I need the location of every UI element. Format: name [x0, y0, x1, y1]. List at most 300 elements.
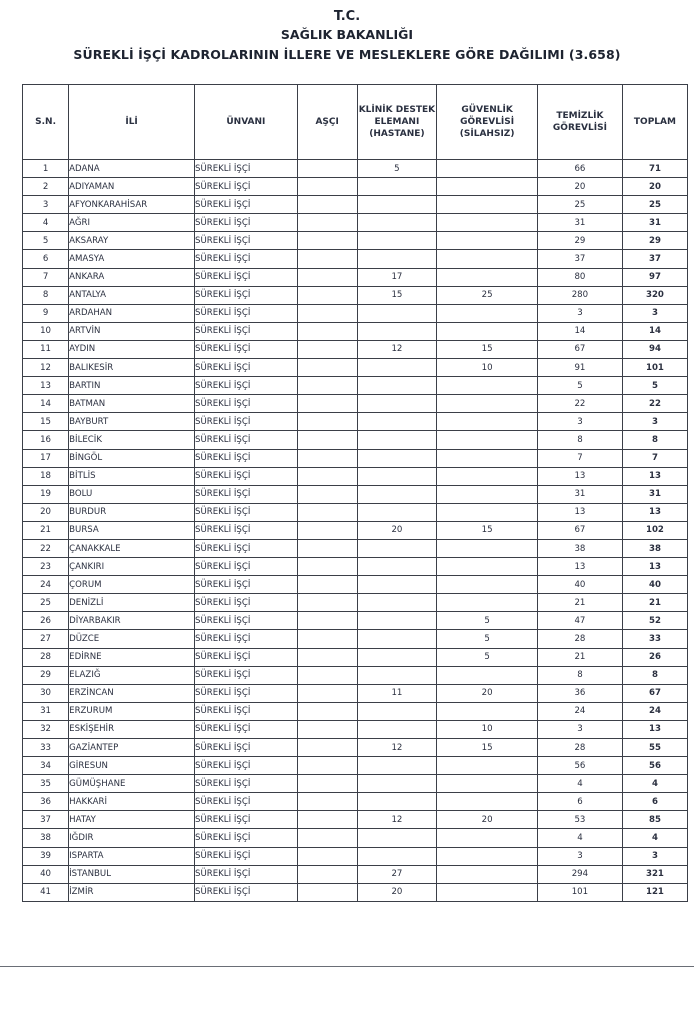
cell-asci	[297, 612, 357, 630]
cell-guvenlik	[437, 160, 538, 178]
cell-temizlik: 56	[537, 757, 622, 775]
cell-toplam: 85	[622, 811, 687, 829]
cell-il: BATMAN	[69, 395, 195, 413]
table-row	[23, 232, 688, 250]
cell-temizlik: 91	[537, 359, 622, 377]
page-divider	[0, 966, 694, 967]
cell-unvan: SÜREKLİ İŞÇİ	[195, 883, 298, 901]
cell-asci	[297, 160, 357, 178]
cell-sn: 22	[23, 539, 69, 557]
cell-klinik	[357, 232, 437, 250]
cell-il: ERZİNCAN	[69, 684, 195, 702]
cell-asci	[297, 630, 357, 648]
table-row	[23, 666, 688, 684]
cell-toplam: 29	[622, 232, 687, 250]
cell-sn: 11	[23, 340, 69, 358]
cell-il: ELAZIĞ	[69, 666, 195, 684]
cell-klinik	[357, 304, 437, 322]
cell-unvan: SÜREKLİ İŞÇİ	[195, 413, 298, 431]
cell-il: İZMİR	[69, 883, 195, 901]
cell-guvenlik: 10	[437, 720, 538, 738]
table-row	[23, 485, 688, 503]
cell-il: BİTLİS	[69, 467, 195, 485]
cell-unvan: SÜREKLİ İŞÇİ	[195, 377, 298, 395]
cell-unvan: SÜREKLİ İŞÇİ	[195, 322, 298, 340]
cell-asci	[297, 847, 357, 865]
cell-guvenlik: 15	[437, 340, 538, 358]
cell-asci	[297, 576, 357, 594]
cell-sn: 27	[23, 630, 69, 648]
column-header-toplam: TOPLAM	[622, 85, 687, 160]
cell-temizlik: 13	[537, 503, 622, 521]
cell-toplam: 13	[622, 467, 687, 485]
cell-sn: 4	[23, 214, 69, 232]
cell-klinik: 5	[357, 160, 437, 178]
cell-asci	[297, 883, 357, 901]
table-row	[23, 340, 688, 358]
cell-klinik	[357, 594, 437, 612]
document-header	[0, 8, 694, 64]
cell-temizlik: 66	[537, 160, 622, 178]
cell-guvenlik	[437, 865, 538, 883]
cell-sn: 28	[23, 648, 69, 666]
cell-unvan: SÜREKLİ İŞÇİ	[195, 178, 298, 196]
cell-temizlik: 5	[537, 377, 622, 395]
cell-il: BALIKESİR	[69, 359, 195, 377]
cell-toplam: 13	[622, 503, 687, 521]
cell-guvenlik	[437, 232, 538, 250]
table-row	[23, 883, 688, 901]
cell-klinik	[357, 757, 437, 775]
cell-asci	[297, 539, 357, 557]
table-row	[23, 648, 688, 666]
cell-il: ÇANAKKALE	[69, 539, 195, 557]
cell-asci	[297, 757, 357, 775]
cell-il: AMASYA	[69, 250, 195, 268]
cell-il: HAKKARİ	[69, 793, 195, 811]
cell-asci	[297, 811, 357, 829]
cell-unvan: SÜREKLİ İŞÇİ	[195, 576, 298, 594]
cell-sn: 30	[23, 684, 69, 702]
cell-temizlik: 25	[537, 196, 622, 214]
cell-sn: 12	[23, 359, 69, 377]
cell-guvenlik	[437, 757, 538, 775]
cell-klinik	[357, 630, 437, 648]
cell-unvan: SÜREKLİ İŞÇİ	[195, 775, 298, 793]
cell-il: DÜZCE	[69, 630, 195, 648]
cell-toplam: 21	[622, 594, 687, 612]
cell-temizlik: 4	[537, 829, 622, 847]
cell-klinik: 17	[357, 268, 437, 286]
cell-il: IĞDIR	[69, 829, 195, 847]
cell-sn: 23	[23, 558, 69, 576]
cell-sn: 20	[23, 503, 69, 521]
cell-toplam: 37	[622, 250, 687, 268]
cell-sn: 10	[23, 322, 69, 340]
cell-klinik: 15	[357, 286, 437, 304]
cell-sn: 40	[23, 865, 69, 883]
cell-toplam: 55	[622, 739, 687, 757]
cell-il: AYDIN	[69, 340, 195, 358]
cell-temizlik: 47	[537, 612, 622, 630]
cell-klinik	[357, 576, 437, 594]
table-row	[23, 630, 688, 648]
cell-asci	[297, 775, 357, 793]
cell-asci	[297, 268, 357, 286]
cell-klinik	[357, 666, 437, 684]
cell-guvenlik: 25	[437, 286, 538, 304]
cell-unvan: SÜREKLİ İŞÇİ	[195, 757, 298, 775]
cell-toplam: 101	[622, 359, 687, 377]
cell-temizlik: 36	[537, 684, 622, 702]
cell-guvenlik	[437, 829, 538, 847]
cell-unvan: SÜREKLİ İŞÇİ	[195, 865, 298, 883]
table-body	[23, 160, 688, 902]
table-row	[23, 739, 688, 757]
cell-sn: 41	[23, 883, 69, 901]
cell-guvenlik	[437, 250, 538, 268]
cell-unvan: SÜREKLİ İŞÇİ	[195, 340, 298, 358]
cell-toplam: 20	[622, 178, 687, 196]
cell-klinik: 12	[357, 739, 437, 757]
cell-klinik	[357, 702, 437, 720]
cell-klinik	[357, 539, 437, 557]
cell-il: ARDAHAN	[69, 304, 195, 322]
cell-toplam: 40	[622, 576, 687, 594]
table-row	[23, 467, 688, 485]
cell-sn: 9	[23, 304, 69, 322]
table-row	[23, 160, 688, 178]
cell-sn: 18	[23, 467, 69, 485]
cell-guvenlik	[437, 847, 538, 865]
cell-klinik: 12	[357, 811, 437, 829]
cell-unvan: SÜREKLİ İŞÇİ	[195, 196, 298, 214]
cell-toplam: 8	[622, 431, 687, 449]
cell-il: ADANA	[69, 160, 195, 178]
cell-sn: 29	[23, 666, 69, 684]
cell-guvenlik	[437, 268, 538, 286]
cell-asci	[297, 666, 357, 684]
cell-il: ÇANKIRI	[69, 558, 195, 576]
cell-temizlik: 40	[537, 576, 622, 594]
cell-guvenlik: 5	[437, 648, 538, 666]
table-row	[23, 431, 688, 449]
cell-guvenlik	[437, 775, 538, 793]
cell-guvenlik	[437, 214, 538, 232]
cell-temizlik: 7	[537, 449, 622, 467]
cell-guvenlik	[437, 431, 538, 449]
table-row	[23, 304, 688, 322]
cell-temizlik: 20	[537, 178, 622, 196]
cell-temizlik: 24	[537, 702, 622, 720]
cell-temizlik: 22	[537, 395, 622, 413]
cell-temizlik: 6	[537, 793, 622, 811]
cell-temizlik: 13	[537, 558, 622, 576]
cell-klinik	[357, 720, 437, 738]
cell-temizlik: 31	[537, 485, 622, 503]
cell-il: BİNGÖL	[69, 449, 195, 467]
table-row	[23, 558, 688, 576]
cell-unvan: SÜREKLİ İŞÇİ	[195, 684, 298, 702]
header-line-ministry: SAĞLIK BAKANLIĞI	[280, 27, 414, 42]
cell-il: ADIYAMAN	[69, 178, 195, 196]
cell-sn: 36	[23, 793, 69, 811]
cell-sn: 37	[23, 811, 69, 829]
cell-asci	[297, 340, 357, 358]
cell-unvan: SÜREKLİ İŞÇİ	[195, 449, 298, 467]
cell-temizlik: 3	[537, 413, 622, 431]
cell-toplam: 52	[622, 612, 687, 630]
cell-guvenlik	[437, 322, 538, 340]
table-row	[23, 594, 688, 612]
cell-il: BOLU	[69, 485, 195, 503]
cell-asci	[297, 395, 357, 413]
cell-temizlik: 14	[537, 322, 622, 340]
cell-unvan: SÜREKLİ İŞÇİ	[195, 250, 298, 268]
cell-temizlik: 4	[537, 775, 622, 793]
cell-sn: 2	[23, 178, 69, 196]
cell-klinik	[357, 775, 437, 793]
cell-klinik	[357, 648, 437, 666]
cell-temizlik: 280	[537, 286, 622, 304]
table-row	[23, 503, 688, 521]
cell-guvenlik: 5	[437, 630, 538, 648]
cell-unvan: SÜREKLİ İŞÇİ	[195, 485, 298, 503]
cell-sn: 19	[23, 485, 69, 503]
cell-klinik	[357, 250, 437, 268]
cell-asci	[297, 232, 357, 250]
cell-sn: 21	[23, 521, 69, 539]
cell-temizlik: 8	[537, 431, 622, 449]
table-row	[23, 757, 688, 775]
cell-unvan: SÜREKLİ İŞÇİ	[195, 630, 298, 648]
cell-unvan: SÜREKLİ İŞÇİ	[195, 539, 298, 557]
cell-sn: 15	[23, 413, 69, 431]
cell-klinik	[357, 829, 437, 847]
cell-klinik	[357, 449, 437, 467]
cell-asci	[297, 304, 357, 322]
cell-klinik	[357, 395, 437, 413]
cell-guvenlik: 15	[437, 739, 538, 757]
cell-unvan: SÜREKLİ İŞÇİ	[195, 214, 298, 232]
table-row	[23, 449, 688, 467]
table-row	[23, 865, 688, 883]
cell-asci	[297, 250, 357, 268]
cell-unvan: SÜREKLİ İŞÇİ	[195, 720, 298, 738]
table-row	[23, 576, 688, 594]
cell-toplam: 26	[622, 648, 687, 666]
cell-il: DİYARBAKIR	[69, 612, 195, 630]
cell-toplam: 3	[622, 304, 687, 322]
table-row	[23, 684, 688, 702]
cell-guvenlik	[437, 666, 538, 684]
column-header-il: İLİ	[69, 85, 195, 160]
cell-unvan: SÜREKLİ İŞÇİ	[195, 286, 298, 304]
cell-unvan: SÜREKLİ İŞÇİ	[195, 558, 298, 576]
cell-sn: 31	[23, 702, 69, 720]
cell-toplam: 71	[622, 160, 687, 178]
cell-il: GÜMÜŞHANE	[69, 775, 195, 793]
column-header-asci: AŞÇI	[297, 85, 357, 160]
cell-unvan: SÜREKLİ İŞÇİ	[195, 359, 298, 377]
cell-klinik	[357, 793, 437, 811]
cell-asci	[297, 648, 357, 666]
cell-toplam: 67	[622, 684, 687, 702]
cell-sn: 32	[23, 720, 69, 738]
table-row	[23, 395, 688, 413]
cell-sn: 5	[23, 232, 69, 250]
cell-guvenlik	[437, 883, 538, 901]
table-row	[23, 178, 688, 196]
cell-klinik	[357, 467, 437, 485]
cell-klinik	[357, 503, 437, 521]
cell-il: AKSARAY	[69, 232, 195, 250]
cell-toplam: 97	[622, 268, 687, 286]
cell-unvan: SÜREKLİ İŞÇİ	[195, 648, 298, 666]
cell-sn: 39	[23, 847, 69, 865]
cell-temizlik: 53	[537, 811, 622, 829]
cell-il: BURDUR	[69, 503, 195, 521]
cell-unvan: SÜREKLİ İŞÇİ	[195, 232, 298, 250]
cell-il: GAZİANTEP	[69, 739, 195, 757]
cell-toplam: 38	[622, 539, 687, 557]
cell-sn: 38	[23, 829, 69, 847]
cell-toplam: 24	[622, 702, 687, 720]
cell-temizlik: 294	[537, 865, 622, 883]
column-header-sn: S.N.	[23, 85, 69, 160]
cell-temizlik: 67	[537, 521, 622, 539]
staff-distribution-table	[22, 84, 688, 902]
cell-temizlik: 3	[537, 847, 622, 865]
table-row	[23, 359, 688, 377]
cell-guvenlik: 5	[437, 612, 538, 630]
cell-sn: 33	[23, 739, 69, 757]
cell-asci	[297, 449, 357, 467]
cell-toplam: 25	[622, 196, 687, 214]
cell-asci	[297, 521, 357, 539]
table-row	[23, 196, 688, 214]
cell-sn: 34	[23, 757, 69, 775]
cell-guvenlik	[437, 793, 538, 811]
cell-toplam: 13	[622, 558, 687, 576]
cell-sn: 1	[23, 160, 69, 178]
cell-sn: 14	[23, 395, 69, 413]
cell-temizlik: 38	[537, 539, 622, 557]
cell-temizlik: 3	[537, 720, 622, 738]
cell-toplam: 5	[622, 377, 687, 395]
cell-klinik	[357, 178, 437, 196]
cell-asci	[297, 431, 357, 449]
cell-toplam: 94	[622, 340, 687, 358]
cell-temizlik: 8	[537, 666, 622, 684]
cell-klinik	[357, 612, 437, 630]
cell-toplam: 7	[622, 449, 687, 467]
column-header-unvan: ÜNVANI	[195, 85, 298, 160]
cell-il: ERZURUM	[69, 702, 195, 720]
cell-il: ÇORUM	[69, 576, 195, 594]
cell-klinik	[357, 485, 437, 503]
cell-unvan: SÜREKLİ İŞÇİ	[195, 594, 298, 612]
table-row	[23, 250, 688, 268]
cell-sn: 7	[23, 268, 69, 286]
table-row	[23, 322, 688, 340]
cell-guvenlik	[437, 503, 538, 521]
table-row	[23, 829, 688, 847]
cell-il: ARTVİN	[69, 322, 195, 340]
cell-il: BAYBURT	[69, 413, 195, 431]
cell-il: İSTANBUL	[69, 865, 195, 883]
cell-toplam: 3	[622, 847, 687, 865]
cell-unvan: SÜREKLİ İŞÇİ	[195, 666, 298, 684]
cell-klinik	[357, 214, 437, 232]
cell-asci	[297, 196, 357, 214]
cell-il: ANKARA	[69, 268, 195, 286]
table-row	[23, 612, 688, 630]
cell-guvenlik	[437, 413, 538, 431]
cell-klinik: 27	[357, 865, 437, 883]
column-header-klinik: KLİNİK DESTEK ELEMANI (HASTANE)	[357, 85, 437, 160]
cell-klinik	[357, 413, 437, 431]
cell-toplam: 3	[622, 413, 687, 431]
cell-temizlik: 28	[537, 630, 622, 648]
cell-asci	[297, 594, 357, 612]
table-header-row	[23, 85, 688, 160]
cell-guvenlik	[437, 377, 538, 395]
cell-guvenlik	[437, 395, 538, 413]
cell-toplam: 121	[622, 883, 687, 901]
cell-unvan: SÜREKLİ İŞÇİ	[195, 467, 298, 485]
cell-il: BURSA	[69, 521, 195, 539]
cell-temizlik: 21	[537, 648, 622, 666]
cell-klinik	[357, 322, 437, 340]
cell-unvan: SÜREKLİ İŞÇİ	[195, 431, 298, 449]
table-row	[23, 539, 688, 557]
cell-il: ISPARTA	[69, 847, 195, 865]
cell-temizlik: 31	[537, 214, 622, 232]
cell-asci	[297, 793, 357, 811]
cell-il: HATAY	[69, 811, 195, 829]
cell-toplam: 8	[622, 666, 687, 684]
table-row	[23, 286, 688, 304]
cell-unvan: SÜREKLİ İŞÇİ	[195, 395, 298, 413]
cell-toplam: 56	[622, 757, 687, 775]
cell-il: ANTALYA	[69, 286, 195, 304]
cell-sn: 25	[23, 594, 69, 612]
cell-guvenlik	[437, 304, 538, 322]
cell-il: AĞRI	[69, 214, 195, 232]
cell-asci	[297, 322, 357, 340]
cell-temizlik: 37	[537, 250, 622, 268]
cell-guvenlik: 10	[437, 359, 538, 377]
cell-toplam: 22	[622, 395, 687, 413]
cell-sn: 26	[23, 612, 69, 630]
cell-il: ESKİŞEHİR	[69, 720, 195, 738]
cell-il: AFYONKARAHİSAR	[69, 196, 195, 214]
column-header-guvenlik: GÜVENLİK GÖREVLİSİ (SİLAHSIZ)	[437, 85, 538, 160]
cell-asci	[297, 503, 357, 521]
cell-temizlik: 29	[537, 232, 622, 250]
cell-temizlik: 21	[537, 594, 622, 612]
cell-toplam: 13	[622, 720, 687, 738]
cell-sn: 13	[23, 377, 69, 395]
cell-klinik	[357, 431, 437, 449]
cell-unvan: SÜREKLİ İŞÇİ	[195, 160, 298, 178]
column-header-temizlik: TEMİZLİK GÖREVLİSİ	[537, 85, 622, 160]
cell-asci	[297, 377, 357, 395]
table-row	[23, 521, 688, 539]
cell-il: BİLECİK	[69, 431, 195, 449]
cell-klinik: 20	[357, 883, 437, 901]
